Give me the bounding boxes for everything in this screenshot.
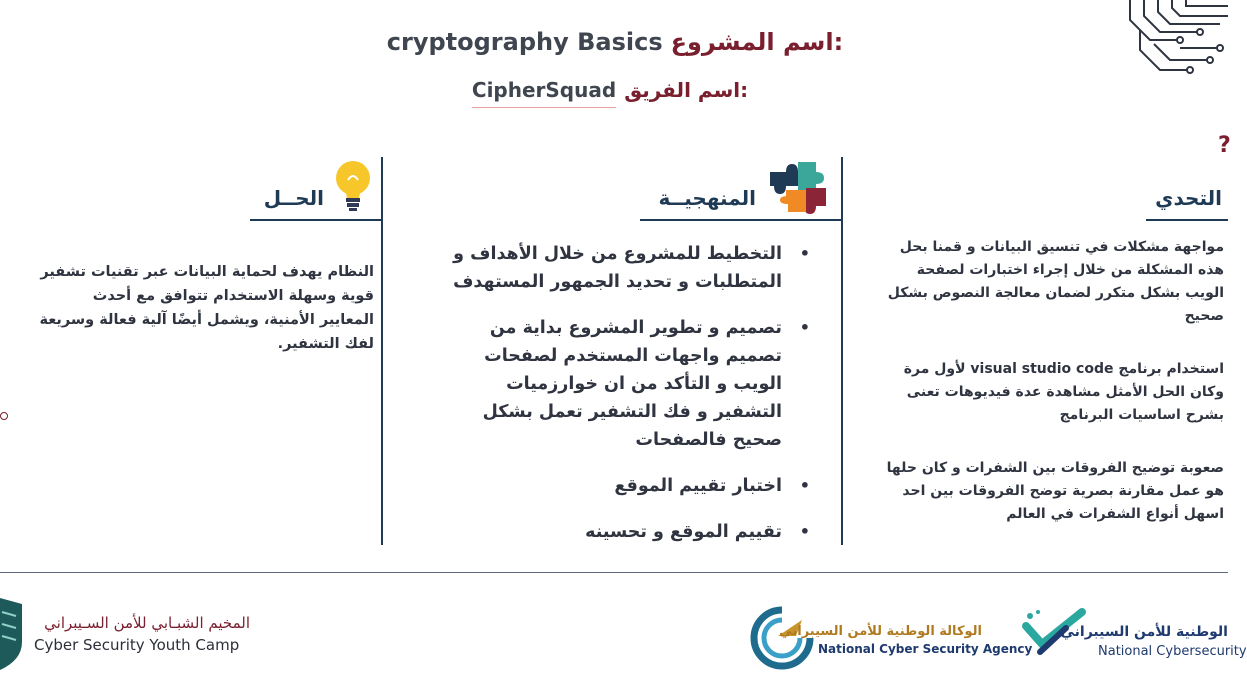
nc-name-en: National Cybersecurity	[1098, 644, 1247, 659]
nc-name-ar: الوطنية للأمن السيبراني	[1060, 624, 1228, 640]
solution-text: النظام يهدف لحماية البيانات عبر تقنيات تشفير قوية وسهلة الاستخدام تتوافق مع أحدث المعايير الأمنية، ويشمل أيضًا آلية فعالة وسريعة لفك التشفير.	[39, 264, 374, 352]
shield-logo-icon	[0, 598, 24, 670]
methodology-title: المنهجيــة	[658, 186, 756, 210]
agency-name-en: National Cyber Security Agency	[818, 642, 1033, 656]
challenge-block: مواجهة مشكلات في تنسيق البيانات و قمنا بحل هذه المشكلة من خلال إجراء اختبارات لصفحة الويب بشكل متكرر لضمان معالجة النصوص بشكل صحيح	[887, 239, 1224, 324]
column-divider-left	[381, 157, 383, 545]
column-divider-right	[841, 157, 843, 545]
project-label: اسم المشروع:	[670, 28, 844, 56]
team-label: اسم الفريق:	[624, 78, 749, 102]
challenge-block: صعوبة توضيح الفروقات بين الشفرات و كان حلها هو عمل مقارنة بصرية توضح الفروقات بين احد اسهل أنواع الشفرات في العالم	[886, 460, 1224, 522]
camp-name-en: Cyber Security Youth Camp	[34, 636, 240, 654]
left-edge-dot	[0, 412, 8, 420]
footer-divider	[0, 572, 1228, 573]
list-item: • اختبار تقييم الموقع	[440, 472, 814, 500]
solution-title: الحــل	[263, 186, 324, 210]
list-item: • تصميم و تطوير المشروع بداية من تصميم واجهات المستخدم لصفحات الويب و التأكد من ان خوارزميات التشفير و فك التشفير تعمل بشكل صحيح فالصفحات	[440, 314, 814, 454]
team-name: CipherSquad	[472, 78, 616, 108]
agency-name-ar: الوكالة الوطنية للأمن السيبراني	[779, 624, 982, 639]
circuit-decoration-icon	[1120, 0, 1228, 82]
camp-name-ar: المخيم الشبـابي للأمن السـيبراني	[44, 614, 250, 632]
project-name: cryptography Basics	[386, 28, 663, 56]
list-item: • التخطيط للمشروع من خلال الأهداف و المتطلبات و تحديد الجمهور المستهدف	[440, 240, 814, 296]
challenge-block: استخدام برنامج visual studio code لأول مرة وكان الحل الأمثل مشاهدة عدة فيديوهات تعنى بشرح اساسيات البرنامج	[903, 361, 1224, 423]
methodology-list	[440, 240, 814, 564]
solution-heading-line	[250, 219, 382, 221]
challenge-heading-line	[1146, 219, 1228, 221]
challenge-title: التحدي	[1155, 186, 1222, 210]
lightbulb-icon	[330, 158, 376, 214]
edge-mark: ?	[1218, 133, 1231, 158]
list-item: • تقييم الموقع و تحسينه	[440, 518, 814, 546]
methodology-heading-line	[640, 219, 842, 221]
team-title	[460, 78, 760, 108]
project-title	[380, 28, 850, 64]
puzzle-icon	[768, 160, 830, 216]
